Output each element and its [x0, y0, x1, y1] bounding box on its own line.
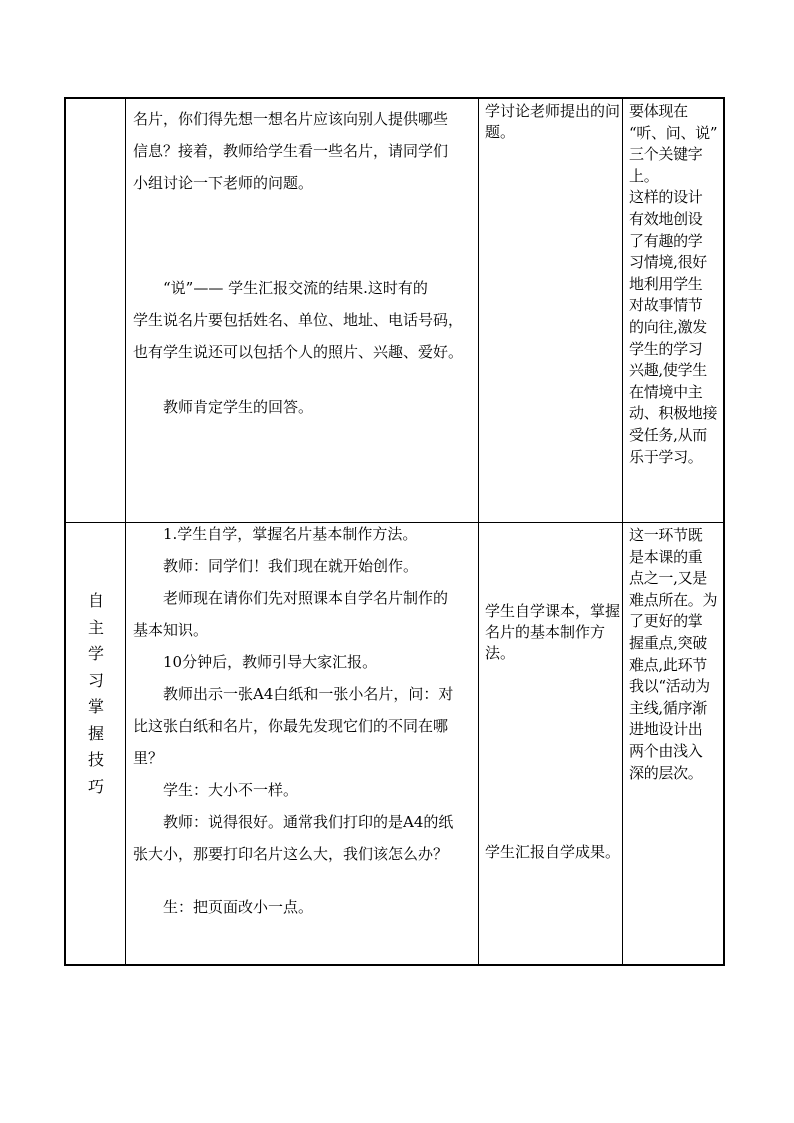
row1-note-line-6: 有效地创设	[629, 209, 703, 228]
stage-char-6: 握	[87, 723, 104, 743]
row1-note-line-3: 三个关键字	[629, 145, 703, 164]
row2-note-line-10: 进地设计出	[629, 720, 703, 739]
row1-note-line-12: 学生的学习	[629, 339, 703, 358]
row2-main-line-6: 教师出示一张A4白纸和一张小名片，问：对	[163, 685, 454, 703]
row1-note-line-4: 上。	[629, 166, 659, 185]
row1-note-line-16: 受任务,从而	[629, 425, 707, 444]
row2-main-line-4: 基本知识。	[133, 621, 209, 639]
row1-teacher-activity	[133, 103, 477, 423]
row2-note-line-7: 难点,此环节	[629, 655, 707, 674]
row1-note-line-7: 了有趣的学	[629, 231, 703, 250]
row2-main-line-12: 生：把页面改小一点。	[163, 898, 314, 916]
row1-note-line-8: 习情境,很好	[629, 253, 707, 272]
stage-char-3: 学	[87, 644, 104, 663]
row1-main-line-7: 教师肯定学生的回答。	[163, 398, 314, 416]
row1-main-line-4: “说”—— 学生汇报交流的结果.这时有的	[163, 279, 428, 297]
row1-main-line-1: 名片，你们得先想一想名片应该向别人提供哪些	[133, 110, 449, 128]
row1-note-line-5: 这样的设计	[629, 188, 703, 207]
row2-main-line-7: 比这张白纸和名片，你最先发现它们的不同在哪	[133, 717, 449, 735]
row2-note-line-1: 这一环节既	[629, 526, 703, 544]
row2-note-line-8: 我以“活动为	[629, 677, 710, 696]
row1-design-intent	[629, 101, 725, 468]
row1-note-line-14: 在情境中主	[629, 382, 703, 401]
row1-note-line-17: 乐于学习。	[629, 447, 703, 466]
row2-stage-title	[66, 588, 126, 800]
stage-char-4: 习	[87, 670, 104, 690]
row2-main-line-11: 张大小，那要打印名片这么大，我们该怎么办？	[133, 845, 449, 863]
row2-student-activity-2: 学生汇报自学成果。	[485, 843, 621, 861]
row2-main-line-2: 教师：同学们！我们现在就开始创作。	[163, 557, 419, 575]
stage-char-7: 技	[87, 750, 104, 769]
row2-note-line-5: 了更好的掌	[629, 612, 703, 631]
row1-student-activity: 学讨论老师提出的问题。	[485, 102, 621, 141]
row2-note-line-12: 深的层次。	[629, 763, 703, 782]
row2-note-line-3: 点之一,又是	[629, 569, 707, 588]
row2-note-line-11: 两个由浅入	[629, 741, 703, 760]
row2-main-line-9: 学生：大小不一样。	[163, 781, 299, 799]
row1-note-line-13: 兴趣,使学生	[629, 361, 707, 380]
row1-note-line-10: 对故事情节	[629, 296, 703, 315]
row2-main-line-10: 教师：说得很好。通常我们打印的是A4的纸	[163, 813, 454, 831]
row1-main-line-2: 信息？接着，教师给学生看一些名片，请同学们	[133, 142, 449, 160]
row2-main-line-1: 1.学生自学，掌握名片基本制作方法。	[163, 525, 418, 543]
row2-main-line-5: 10分钟后，教师引导大家汇报。	[163, 653, 378, 671]
lesson-plan-table	[64, 97, 725, 966]
row2-note-line-2: 是本课的重	[629, 547, 703, 566]
row1-note-line-2: “听、问、说”	[629, 123, 718, 142]
row1-note-line-15: 动、积极地接	[629, 404, 718, 423]
row2-teacher-activity	[133, 518, 477, 923]
row1-note-line-1: 要体现在	[629, 102, 688, 120]
stage-char-8: 巧	[87, 776, 104, 796]
row1-note-line-9: 地利用学生	[629, 274, 703, 293]
row2-note-line-4: 难点所在。为	[629, 590, 718, 609]
row2-design-intent	[629, 525, 725, 784]
stage-char-5: 掌	[87, 697, 104, 716]
row1-note-line-11: 的向往,激发	[629, 317, 707, 336]
stage-char-1: 自	[87, 591, 104, 610]
row1-main-line-3: 小组讨论一下老师的问题。	[133, 174, 314, 192]
row2-student-activity-1: 学生自学课本，掌握名片的基本制作方法。	[485, 602, 621, 662]
row2-note-line-6: 握重点,突破	[629, 633, 707, 652]
row2-main-line-8: 里？	[133, 749, 164, 767]
column-divider-2	[478, 99, 479, 964]
row1-main-line-6: 也有学生说还可以包括个人的照片、兴趣、爱好。	[133, 343, 464, 361]
column-divider-1	[125, 99, 126, 964]
row2-note-line-9: 主线,循序渐	[629, 698, 707, 717]
row1-main-line-5: 学生说名片要包括姓名、单位、地址、电话号码，	[133, 311, 464, 329]
row2-main-line-3: 老师现在请你们先对照课本自学名片制作的	[163, 589, 449, 607]
stage-char-2: 主	[87, 617, 104, 637]
column-divider-3	[622, 99, 623, 964]
